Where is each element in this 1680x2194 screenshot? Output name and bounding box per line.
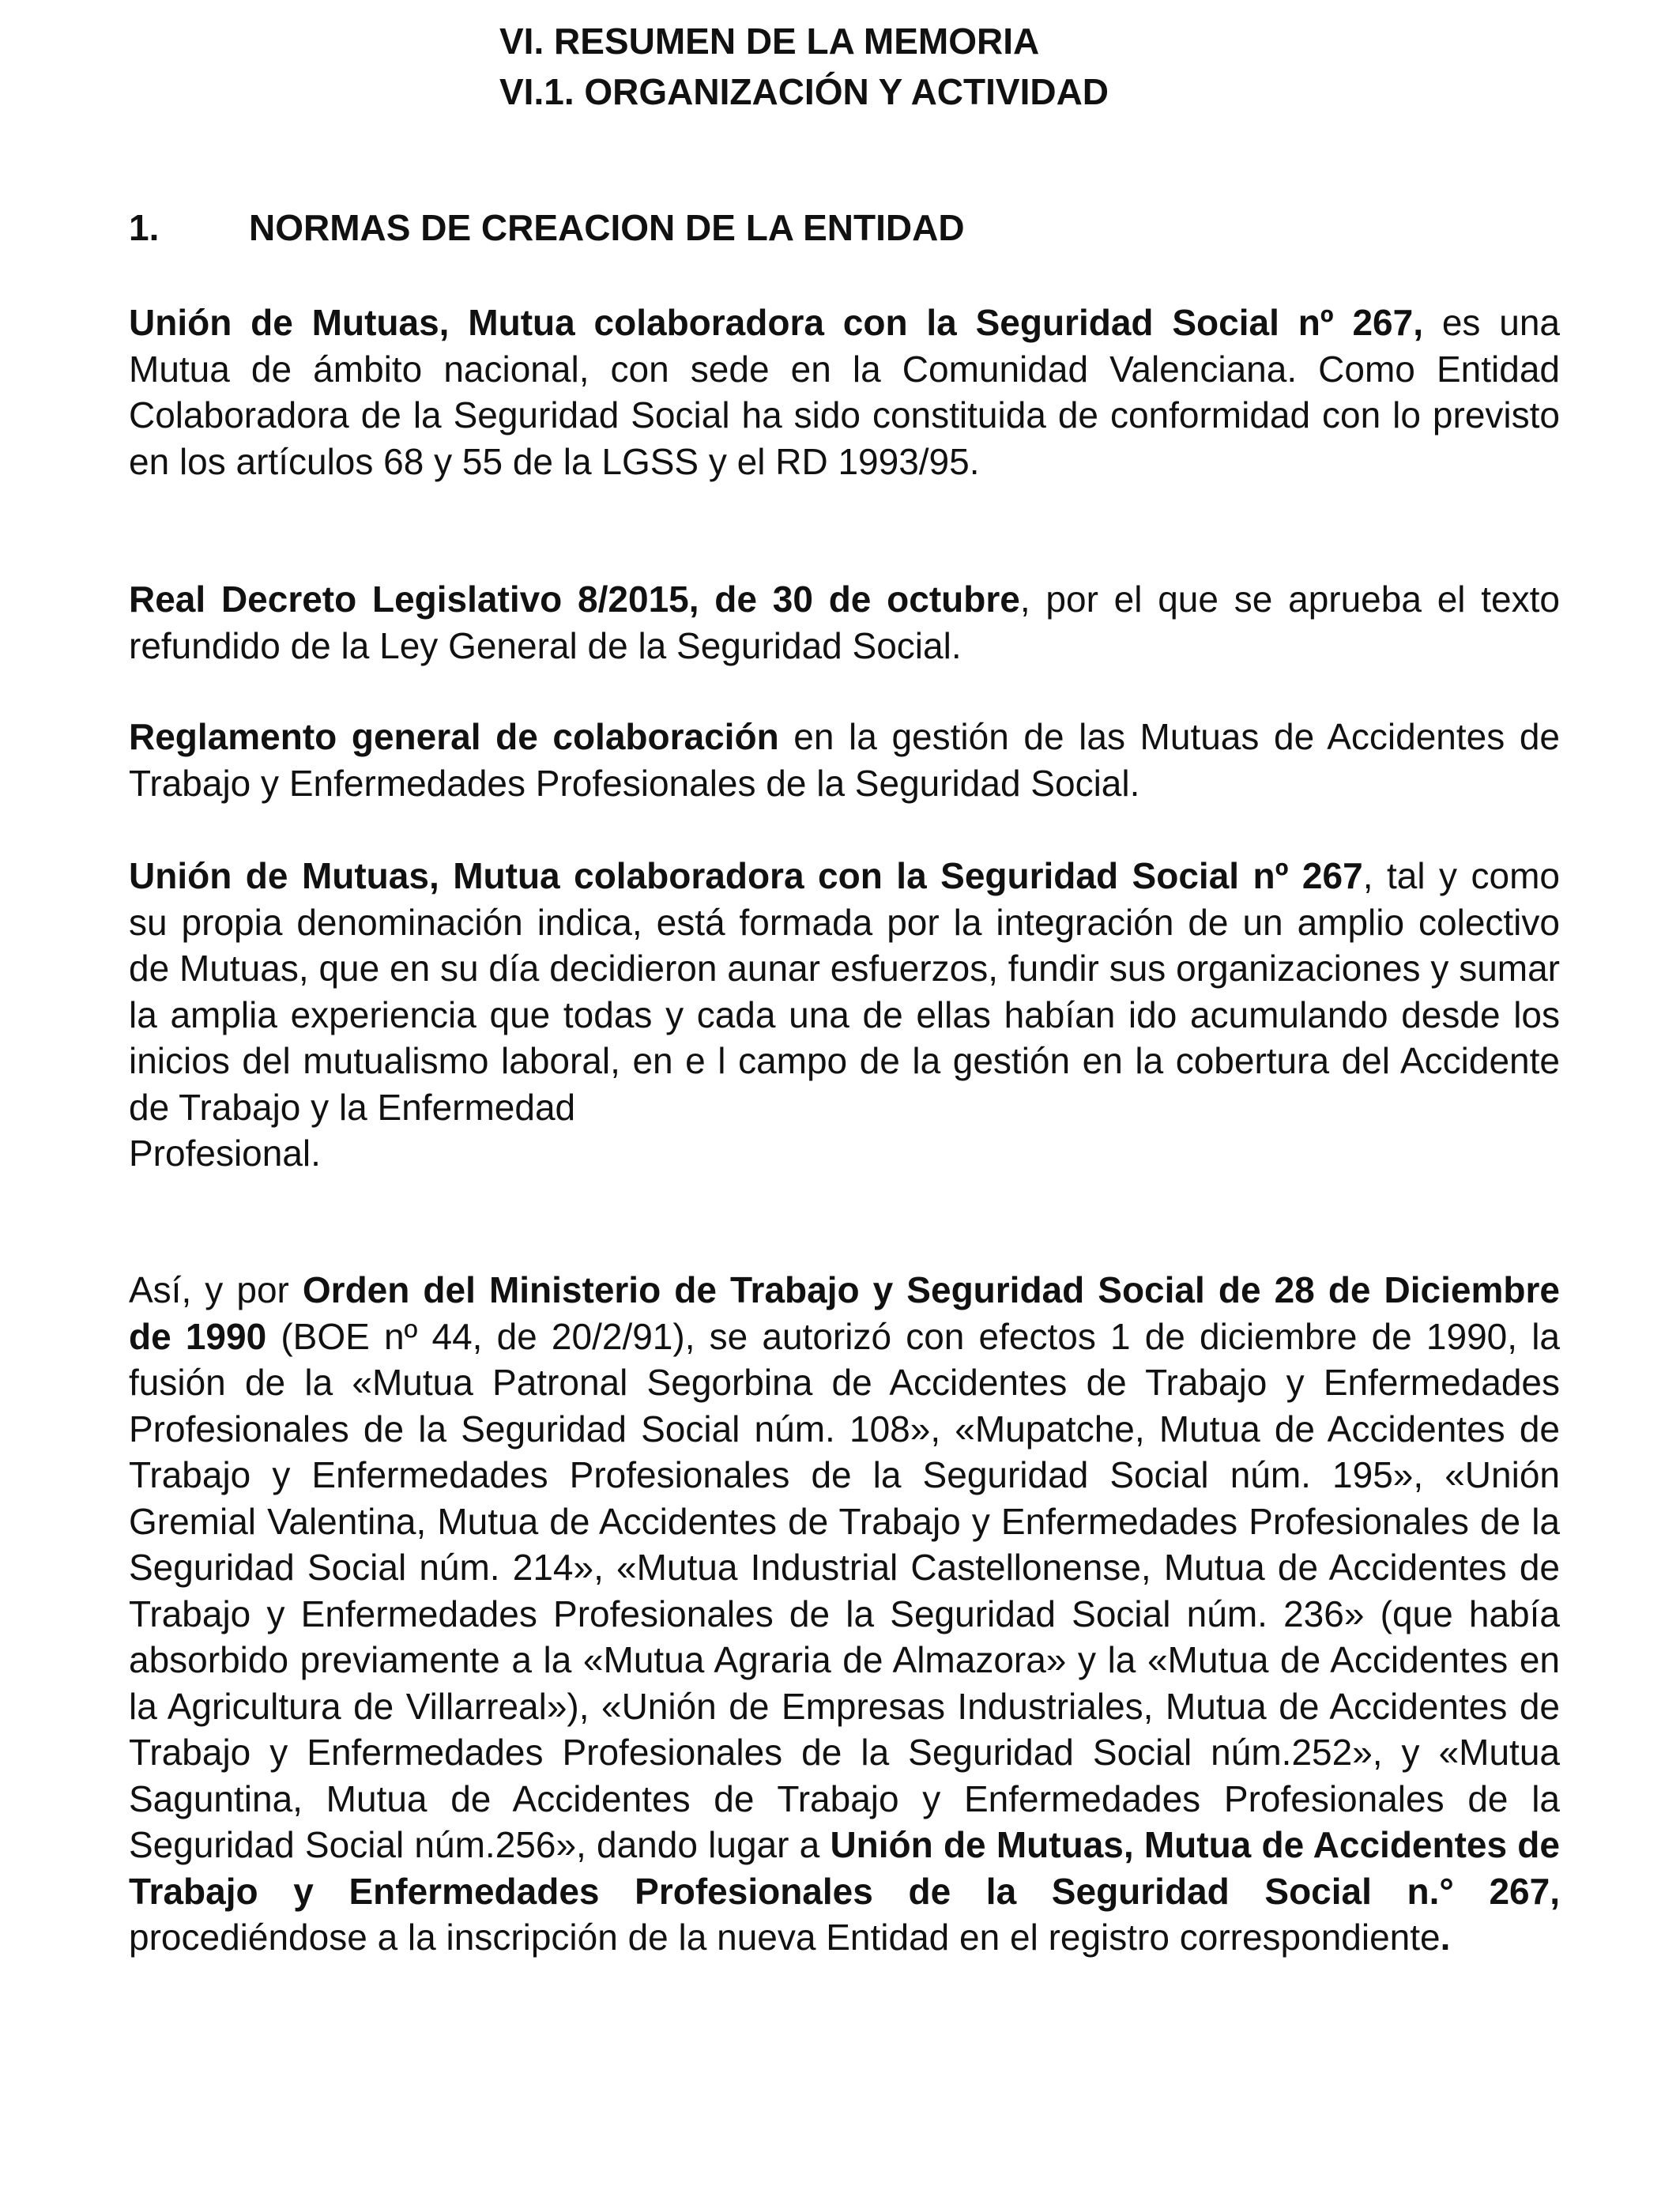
paragraph-4-text: , tal y como su propia denominación indica, está formada por la integración de un amplio colectivo de Mutuas, que en su día decidieron aunar esfuerzos, fundir sus organizaciones y sumar la amplia experiencia que todas y cada una de ellas habían ido acumulando desde los inicios del mutualismo laboral, en e l campo de la gestión en la cobertura del Accidente de Trabajo y la Enfermedad xyxy=(129,855,1560,1128)
paragraph-royal-decree xyxy=(129,576,1560,669)
section-number: 1. xyxy=(129,207,160,248)
section-heading xyxy=(129,204,965,251)
paragraph-5-end: procediéndose a la inscripción de la nueva Entidad en el registro correspondiente xyxy=(129,1917,1441,1958)
paragraph-5-period: . xyxy=(1440,1917,1451,1958)
paragraph-5-intro: Así, y por xyxy=(129,1269,303,1310)
paragraph-2-text: , por el que se aprueba el texto refundido de la Ley General de la Seguridad Social. xyxy=(129,579,1560,666)
paragraph-5-body: (BOE nº 44, de 20/2/91), se autorizó con efectos 1 de diciembre de 1990, la fusión de la «Mutua Patronal Segorbina de Accidentes de Trabajo y Enfermedades Profesionales de la Seguridad Social núm. 108», «Mupatche, Mutua de Accidentes de Trabajo y Enfermedades Profesionales de la Seguridad Social núm. 195», «Unión Gremial Valentina, Mutua de Accidentes de Trabajo y Enfermedades Profesionales de la Seguridad Social núm. 214», «Mutua Industrial Castellonense, Mutua de Accidentes de Trabajo y Enfermedades Profesionales de la Seguridad Social núm. 236» (que había absorbido previamente a la «Mutua Agraria de Almazora» y la «Mutua de Accidentes en la Agricultura de Villarreal»), «Unión de Empresas Industriales, Mutua de Accidentes de Trabajo y Enfermedades Profesionales de la Seguridad Social núm.252», y «Mutua Saguntina, Mutua de Accidentes de Trabajo y Enfermedades Profesionales de la Seguridad Social núm.256», dando lugar a xyxy=(129,1315,1560,1865)
paragraph-entity-description xyxy=(129,300,1560,484)
paragraph-3-text: en la gestión de las Mutuas de Accidentes de Trabajo y Enfermedades Profesionales de la Seguridad Social. xyxy=(129,716,1561,804)
paragraph-regulation xyxy=(129,714,1560,806)
document-subtitle: VI.1. ORGANIZACIÓN Y ACTIVIDAD xyxy=(499,71,1109,112)
paragraph-1-text: es una Mutua de ámbito nacional, con sede en la Comunidad Valenciana. Como Entidad Colaboradora de la Seguridad Social ha sido constituida de conformidad con lo previsto en los artículos 68 y 55 de la LGSS y el RD 1993/95. xyxy=(129,302,1560,482)
paragraph-1-bold: Unión de Mutuas, Mutua colaboradora con la Seguridad Social nº 267, xyxy=(129,302,1423,343)
paragraph-history xyxy=(129,853,1560,1177)
paragraph-3-bold: Reglamento general de colaboración xyxy=(129,716,779,757)
paragraph-4-text-end: Profesional. xyxy=(129,1133,321,1174)
document-title: VI. RESUMEN DE LA MEMORIA xyxy=(499,21,1040,62)
paragraph-merger xyxy=(129,1267,1560,1961)
paragraph-2-bold: Real Decreto Legislativo 8/2015, de 30 de octubre xyxy=(129,579,1020,620)
section-title: NORMAS DE CREACION DE LA ENTIDAD xyxy=(249,207,965,248)
paragraph-5-order: Orden del Ministerio de Trabajo y Seguridad Social de 28 de Diciembre de 1990 xyxy=(129,1269,1560,1357)
paragraph-4-bold: Unión de Mutuas, Mutua colaboradora con la Seguridad Social nº 267 xyxy=(129,855,1363,896)
paragraph-5-entity: Unión de Mutuas, Mutua de Accidentes de Trabajo y Enfermedades Profesionales de la Seguridad Social n.° 267, xyxy=(129,1824,1560,1912)
